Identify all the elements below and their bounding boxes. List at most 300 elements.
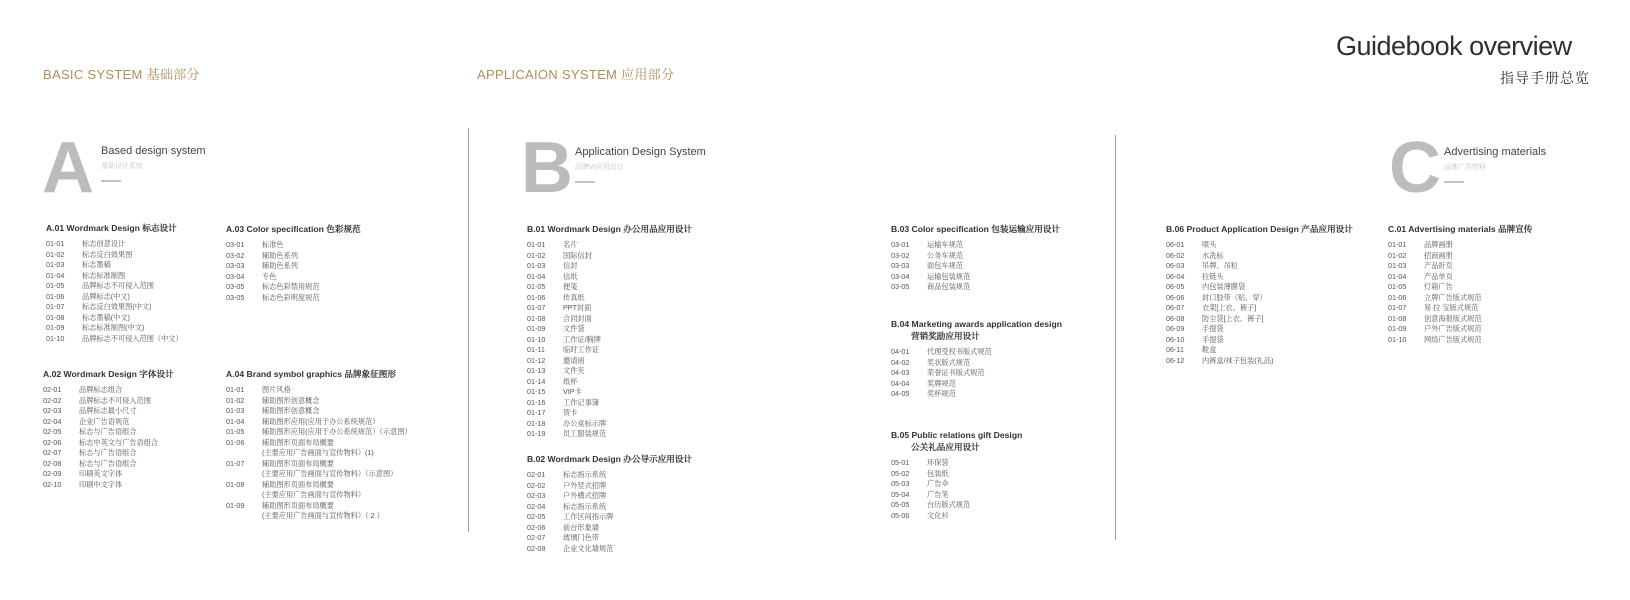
item-code: 03-02 [891,250,910,260]
item-label: 品牌标志不可侵入范围 [79,395,151,405]
item-label: 工作证/胸牌 [563,334,601,344]
list-item [43,417,174,428]
item-label: 广告伞 [927,479,949,488]
item-label: 奖牌规范 [927,378,956,388]
section-a-title: Based design system [101,145,206,157]
item-code: 04-02 [891,357,910,367]
list-item [891,458,1022,469]
list-item [1166,345,1353,356]
item-list [891,240,1060,293]
section-letter-b: B [521,128,573,208]
group-heading [226,368,412,380]
item-code: 01-10 [1388,334,1407,344]
item-code: 01-05 [46,281,65,290]
list-item [527,261,692,272]
list-item [891,368,1062,379]
item-code: 01-17 [527,408,546,417]
item-code: 01-07 [46,302,65,311]
item-code: 01-07 [527,303,546,312]
item-label: 标志墨稿(中文) [82,312,130,322]
item-code: 05-03 [891,479,910,488]
group-a01-wordmark [46,222,183,344]
list-item [1388,335,1532,346]
item-code: 05-06 [891,510,910,520]
item-label: 信纸 [563,271,578,281]
group-heading-line: A.01 Wordmark Design 标志设计 [46,223,177,233]
item-label: 标志指示系统 [563,470,607,479]
item-label: 产品折页 [1424,261,1453,270]
item-code: 01-01 [1388,240,1407,249]
item-label: 鞋盒 [1202,345,1217,354]
group-heading-line: B.03 Color specification 包装运输应用设计 [891,224,1061,234]
list-item [527,512,692,523]
item-label: 户外横式招牌 [563,491,607,500]
list-item [527,282,692,293]
item-label: 文化衫 [927,510,949,520]
group-heading [46,222,183,234]
divider-line [468,128,469,532]
list-item [46,239,183,250]
group-heading-line: B.01 Wordmark Design 办公用品应用设计 [527,224,693,234]
item-code: 04-04 [891,378,910,388]
item-label: 奖杯规范 [927,389,956,398]
item-label: 印刷中文字体 [79,479,123,489]
item-label: 品牌标志不可侵入范围（中文） [82,333,183,343]
list-item [891,240,1060,251]
item-code: 01-08 [527,313,546,323]
group-b03-packaging [891,223,1060,293]
item-label: 内包装薄膜袋 [1202,282,1246,291]
list-item [1388,314,1532,325]
list-item [226,490,412,501]
item-label: 企业广告语规范 [79,416,130,426]
list-item [527,544,692,555]
item-code: 02-07 [527,533,546,542]
item-label: 吊牌、吊粒 [1202,261,1238,270]
item-code: 06-10 [1166,334,1185,344]
group-heading-line: A.04 Brand symbol graphics 品牌象征图形 [226,369,396,379]
group-b02-office-signage [527,453,692,554]
list-item [1388,272,1532,283]
list-item [527,314,692,325]
item-label: 标志反白效果图 [82,249,133,259]
item-label: (主要应用广告画面与宣传物料）（示意图） [262,469,398,478]
item-label: 商品包装规范 [927,282,971,291]
group-heading-line: 公关礼品应用设计 [911,442,980,452]
list-item [527,324,692,335]
item-code: 01-03 [46,260,65,269]
item-list [527,470,692,554]
group-a02-wordmark [43,368,174,490]
list-item [226,480,412,491]
item-label: 公务车规范 [927,250,963,260]
item-label: 标志指示系统 [563,501,607,511]
item-label: 标志色彩禁用规范 [262,282,320,291]
item-code: 06-03 [1166,261,1185,270]
list-item [46,323,183,334]
list-item [226,272,361,283]
item-label: 辅助图形页面布局概要 [262,437,334,447]
item-code: 02-04 [43,416,62,426]
item-label: 运输包装规范 [927,271,971,281]
item-label: 图片风格 [262,385,291,394]
item-label: 广告笔 [927,489,949,499]
item-list [43,385,174,490]
item-code: 01-08 [46,312,65,322]
item-code: 05-02 [891,468,910,478]
divider-line [1115,135,1116,540]
list-item [891,511,1022,522]
list-item [226,511,412,522]
item-code: 03-03 [226,261,245,270]
guidebook-title: Guidebook overview [1336,31,1572,61]
section-b-title: Application Design System [575,146,706,158]
list-item [226,293,361,304]
item-code: 03-03 [891,261,910,270]
item-code: 04-01 [891,347,910,356]
list-item [43,448,174,459]
group-heading [1388,223,1532,235]
list-item [226,417,412,428]
item-label: 文件袋 [563,324,585,333]
item-label: 前台形象墙 [563,522,599,532]
item-label: 品牌标志(中文) [82,291,130,301]
item-code: 02-01 [527,470,546,479]
item-code: 01-04 [1388,271,1407,281]
item-code: 01-14 [527,376,546,386]
list-item [226,240,361,251]
group-b05-gifts [891,429,1022,521]
item-code: 02-04 [527,501,546,511]
item-code: 01-07 [1388,303,1407,312]
item-code: 02-10 [43,479,62,489]
list-item [1166,314,1353,325]
group-heading [891,223,1060,235]
item-code: 03-02 [226,250,245,260]
item-code: 01-03 [1388,261,1407,270]
item-label: 办公桌标示牌 [563,418,607,428]
item-code: 01-05 [226,427,245,436]
list-item [891,389,1062,400]
list-item [1166,335,1353,346]
list-item [46,271,183,282]
item-label: 传真纸 [563,292,585,302]
item-code: 01-02 [46,249,65,259]
item-label: 辅助图形应用(应用于办公系统规范） [262,416,380,426]
item-code: 01-03 [226,406,245,415]
list-item [46,281,183,292]
item-label: 标志色彩明度规范 [262,292,320,302]
item-label: 标志中英文与广告语组合 [79,437,159,447]
list-item [43,406,174,417]
item-label: 品牌画册 [1424,240,1453,249]
list-item [527,523,692,534]
list-item [1166,293,1353,304]
item-label: 辅助图形页面布局概要 [262,458,334,468]
group-heading [43,368,174,380]
item-code: 01-09 [46,323,65,332]
list-item [527,251,692,262]
item-code: 01-09 [226,500,245,510]
list-item [226,427,412,438]
list-item [891,272,1060,283]
item-label: 灯箱广告 [1424,282,1453,291]
item-code: 01-07 [226,458,245,468]
item-code: 01-12 [527,355,546,365]
list-item [46,250,183,261]
section-letter-c: C [1389,128,1441,208]
item-code: 06-04 [1166,271,1185,281]
item-code: 03-05 [891,282,910,291]
item-label: 标志与广告语组合 [79,427,137,436]
item-code: 04-03 [891,368,910,377]
item-label: 标志与广告语组合 [79,458,137,468]
item-label: 贺卡 [563,408,578,417]
list-item [1388,282,1532,293]
group-heading [1166,223,1353,235]
item-label: 面包车规范 [927,261,963,270]
item-code: 06-05 [1166,282,1185,291]
item-label: 辅助图形创意概念 [262,406,320,415]
item-label: 企业文化墙规范 [563,543,614,553]
item-label: VIP卡 [563,387,582,396]
item-code: 01-05 [527,282,546,291]
list-item [226,438,412,449]
list-item [46,292,183,303]
item-label: 文件夹 [563,366,585,375]
group-heading-line: B.02 Wordmark Design 办公导示应用设计 [527,454,693,464]
list-item [1166,282,1353,293]
list-item [527,356,692,367]
group-b01-office-supplies [527,223,692,440]
list-item [1166,324,1353,335]
item-label: 玻璃门色带 [563,533,599,542]
section-c-dash [1444,181,1464,183]
section-c-title: Advertising materials [1444,146,1547,158]
guidebook-subtitle: 指导手册总览 [1500,70,1590,86]
item-label: 信封 [563,261,578,270]
item-code: 01-16 [527,397,546,407]
list-item [527,419,692,430]
list-item [527,398,692,409]
item-code: 03-04 [226,271,245,281]
list-item [527,502,692,513]
list-item [226,282,361,293]
list-item [527,303,692,314]
item-label: 手提袋 [1202,324,1224,333]
item-code: 01-06 [1388,292,1407,302]
list-item [46,313,183,324]
item-code: 02-09 [43,469,62,478]
item-list [527,240,692,440]
list-item [43,469,174,480]
item-code: 02-08 [43,458,62,468]
item-label: 辅助图形页面布局概要 [262,479,334,489]
item-label: 辅助色系列 [262,250,298,260]
item-label: 水洗标 [1202,250,1224,260]
item-code: 01-05 [1388,282,1407,291]
list-item [527,272,692,283]
group-heading-line: 营销奖励应用设计 [911,331,980,341]
item-label: 标准色 [262,240,284,249]
item-label: PPT封面 [563,303,592,312]
list-item [527,491,692,502]
item-code: 03-04 [891,271,910,281]
item-label: 网络广告版式规范 [1424,334,1482,344]
item-code: 05-04 [891,489,910,499]
item-list [1166,240,1353,366]
item-label: 喷头 [1202,240,1217,249]
item-code: 01-06 [527,292,546,302]
item-label: 立牌广告版式规范 [1424,292,1482,302]
list-item [891,347,1062,358]
item-code: 01-15 [527,387,546,396]
item-code: 02-06 [43,437,62,447]
item-label: 拉链头 [1202,271,1224,281]
item-code: 02-02 [43,395,62,405]
section-a-subtitle: 基础设计系统 [101,163,143,170]
item-code: 03-05 [226,282,245,291]
list-item [43,385,174,396]
list-item [43,459,174,470]
item-code: 01-06 [46,291,65,301]
item-list [226,240,361,303]
group-heading-line: A.03 Color specification 色彩规范 [226,224,361,234]
item-label: 员工服装规范 [563,429,607,438]
item-label: 国际信封 [563,250,592,260]
list-item [1166,261,1353,272]
item-list [891,458,1022,521]
group-heading [527,453,692,465]
item-code: 02-06 [527,522,546,532]
item-label: 品牌标志不可侵入范围 [82,281,154,290]
basic-system-title: BASIC SYSTEM 基础部分 [43,67,200,82]
item-label: 衣架[上衣、裤子] [1202,303,1257,312]
item-code: 01-02 [226,395,245,405]
item-code: 02-07 [43,448,62,457]
list-item [1388,261,1532,272]
group-heading [527,223,692,235]
item-code: 02-03 [527,491,546,500]
list-item [527,533,692,544]
section-b-dash [575,181,595,183]
item-code: 01-11 [527,345,545,354]
list-item [1166,303,1353,314]
item-label: 荣誉证书版式规范 [927,368,985,377]
item-label: 标志标准制图 [82,270,126,280]
item-label: 创意海报版式规范 [1424,313,1482,323]
item-label: 纸杯 [563,376,578,386]
item-code: 01-18 [527,418,546,428]
item-label: 台历版式规范 [927,500,971,509]
list-item [1388,303,1532,314]
item-label: 标志创意设计 [82,239,126,248]
item-label: 包装纸 [927,468,949,478]
item-code: 01-04 [46,270,65,280]
item-code: 01-06 [226,437,245,447]
item-code: 06-01 [1166,240,1185,249]
section-letter-a: A [42,128,94,208]
item-code: 06-09 [1166,324,1185,333]
item-code: 05-05 [891,500,910,509]
list-item [226,448,412,459]
list-item [527,387,692,398]
list-item [527,470,692,481]
list-item [226,459,412,470]
item-label: (主要应用广告画面与宣传物料） [262,490,366,499]
group-heading-line: A.02 Wordmark Design 字体设计 [43,369,174,379]
item-label: 产品单页 [1424,271,1453,281]
item-label: 标志墨稿 [82,260,111,269]
item-code: 03-01 [891,240,910,249]
list-item [527,240,692,251]
item-label: 封口胶带（贴、穿） [1202,292,1267,302]
item-code: 02-08 [527,543,546,553]
list-item [891,500,1022,511]
list-item [527,366,692,377]
list-item [527,377,692,388]
list-item [1166,240,1353,251]
item-label: (主要应用广告画面与宣传物料）(1) [262,448,374,457]
item-code: 01-01 [226,385,245,394]
item-label: 代理受权书版式规范 [927,347,992,356]
item-label: 便笺 [563,282,578,291]
item-code: 02-05 [43,427,62,436]
item-label: 名片 [563,240,578,249]
item-code: 02-05 [527,512,546,521]
list-item [226,406,412,417]
item-label: 工作记事簿 [563,397,599,407]
item-code: 01-01 [46,239,65,248]
item-code: 02-03 [43,406,62,415]
item-label: 奖状版式规范 [927,357,971,367]
list-item [226,251,361,262]
list-item [226,469,412,480]
list-item [46,260,183,271]
group-b04-marketing-awards [891,318,1062,400]
group-heading [891,318,1062,342]
group-a03-color [226,223,361,303]
item-code: 04-05 [891,389,910,398]
list-item [43,438,174,449]
list-item [43,427,174,438]
list-item [891,251,1060,262]
item-code: 06-11 [1166,345,1184,354]
list-item [43,396,174,407]
item-label: 印刷英文字体 [79,469,123,478]
item-list [891,347,1062,400]
item-code: 03-01 [226,240,245,249]
list-item [891,479,1022,490]
item-code: 01-01 [527,240,546,249]
item-code: 03-05 [226,292,245,302]
list-item [1388,324,1532,335]
group-heading-line: B.04 Marketing awards application design [891,319,1062,329]
list-item [226,501,412,512]
list-item [891,379,1062,390]
group-heading-line: B.06 Product Application Design 产品应用设计 [1166,224,1353,234]
group-heading [226,223,361,235]
list-item [1388,240,1532,251]
list-item [226,261,361,272]
item-code: 01-13 [527,366,546,375]
item-code: 01-08 [1388,313,1407,323]
item-label: 辅助图形创意概念 [262,395,320,405]
section-c-subtitle: 品牌广告物料 [1444,164,1486,171]
item-list [46,239,183,344]
list-item [46,334,183,345]
group-a04-brand-symbol [226,368,412,522]
